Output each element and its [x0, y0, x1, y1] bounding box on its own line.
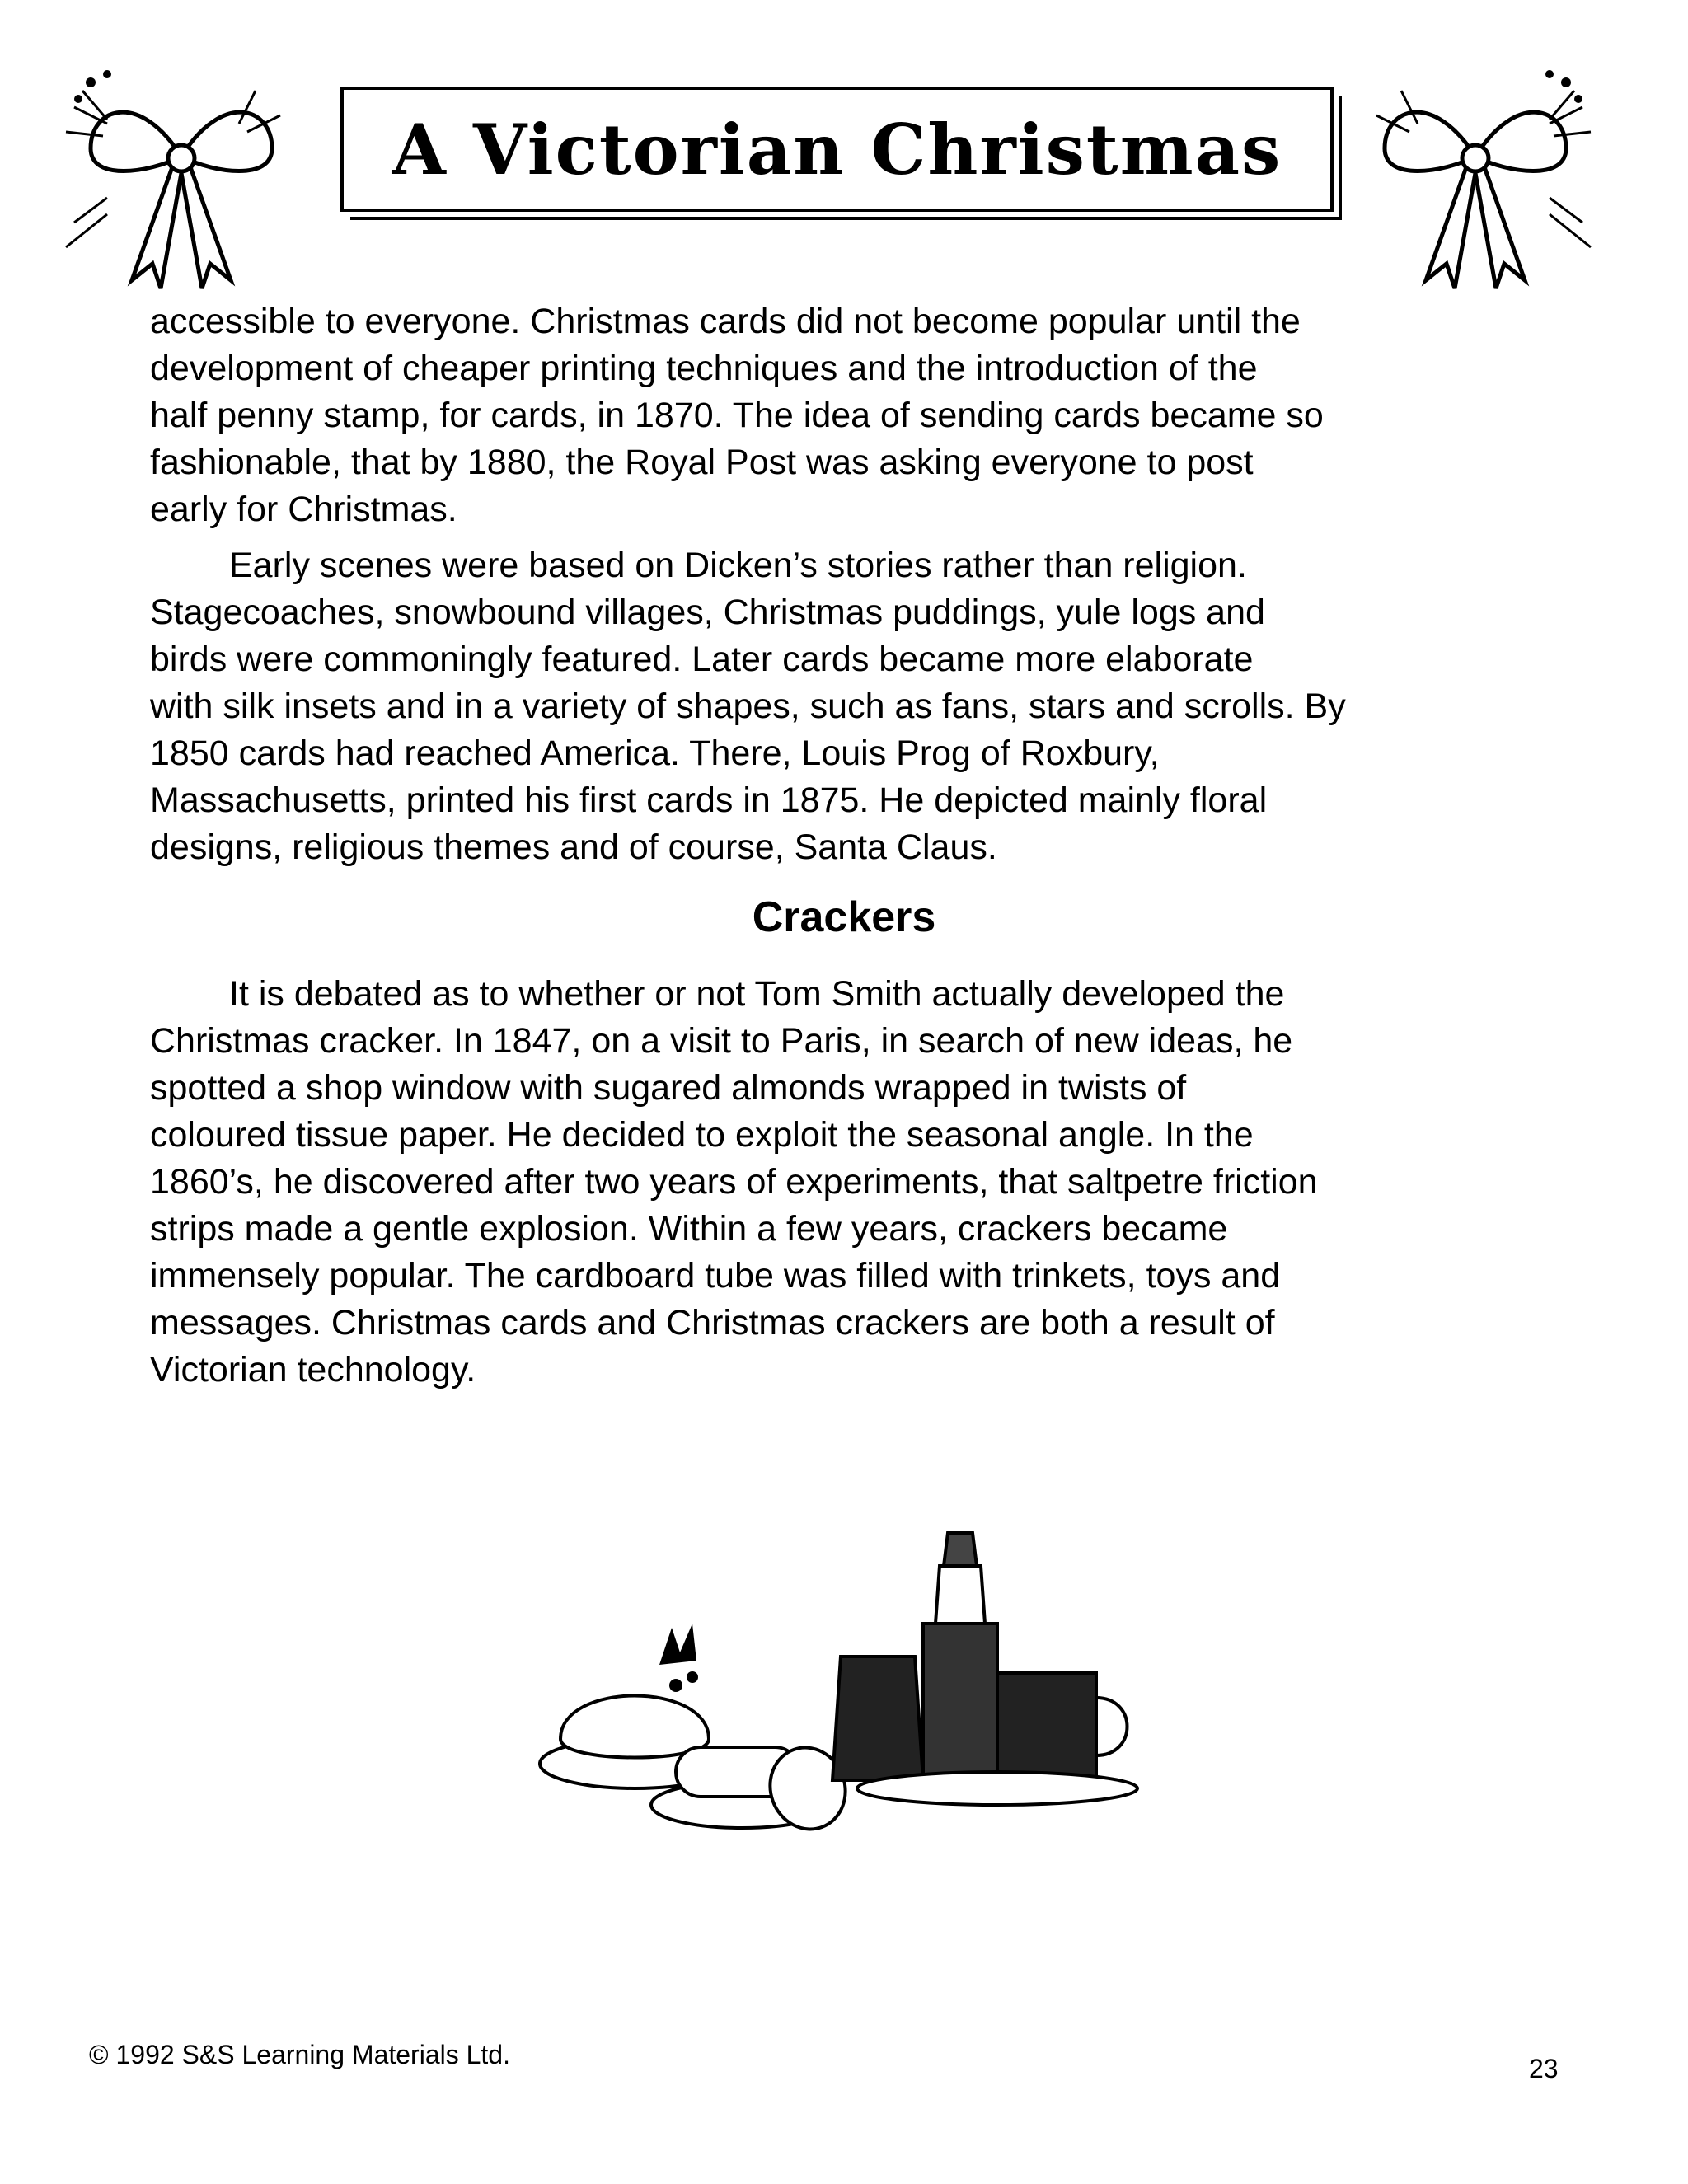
text-line: with silk insets and in a variety of shapes, such as fans, stars and scrolls. By [150, 687, 1346, 726]
text-line: Stagecoaches, snowbound villages, Christmas puddings, yule logs and [150, 593, 1265, 632]
text-line: Victorian technology. [150, 1350, 476, 1390]
text-line: messages. Christmas cards and Christmas crackers are both a result of [150, 1303, 1275, 1343]
text-line: half penny stamp, for cards, in 1870. The idea of sending cards became so [150, 396, 1324, 435]
title-box [340, 87, 1334, 212]
text-line: immensely popular. The cardboard tube was filled with trinkets, toys and [150, 1256, 1281, 1296]
christmas-food-illustration [536, 1500, 1162, 1838]
text-line: 1860’s, he discovered after two years of experiments, that saltpetre friction [150, 1162, 1318, 1202]
page-title: A Victorian Christmas [392, 108, 1282, 190]
text-line: spotted a shop window with sugared almonds wrapped in twists of [150, 1068, 1187, 1108]
text-line: designs, religious themes and of course, Santa Claus. [150, 827, 997, 867]
text-line: Christmas cracker. In 1847, on a visit to Paris, in search of new ideas, he [150, 1021, 1293, 1061]
text-line: birds were commoningly featured. Later cards became more elaborate [150, 640, 1254, 679]
text-line: early for Christmas. [150, 490, 457, 529]
bow-ornament-right [1352, 58, 1599, 305]
text-line: It is debated as to whether or not Tom Smith actually developed the [229, 974, 1285, 1014]
bow-ornament-left [58, 58, 305, 305]
text-line: development of cheaper printing techniques and the introduction of the [150, 349, 1258, 388]
text-line: Massachusetts, printed his first cards in 1875. He depicted mainly floral [150, 780, 1268, 820]
copyright-footer: © 1992 S&S Learning Materials Ltd. [89, 2040, 510, 2069]
text-line: coloured tissue paper. He decided to exploit the seasonal angle. In the [150, 1115, 1254, 1155]
text-line: fashionable, that by 1880, the Royal Post was asking everyone to post [150, 443, 1254, 482]
text-line: Early scenes were based on Dicken’s stories rather than religion. [229, 546, 1247, 585]
page-number: 23 [1529, 2054, 1559, 2083]
section-heading: Crackers [752, 893, 936, 941]
text-line: 1850 cards had reached America. There, Louis Prog of Roxbury, [150, 733, 1160, 773]
text-line: accessible to everyone. Christmas cards did not become popular until the [150, 302, 1301, 341]
text-line: strips made a gentle explosion. Within a few years, crackers became [150, 1209, 1228, 1249]
